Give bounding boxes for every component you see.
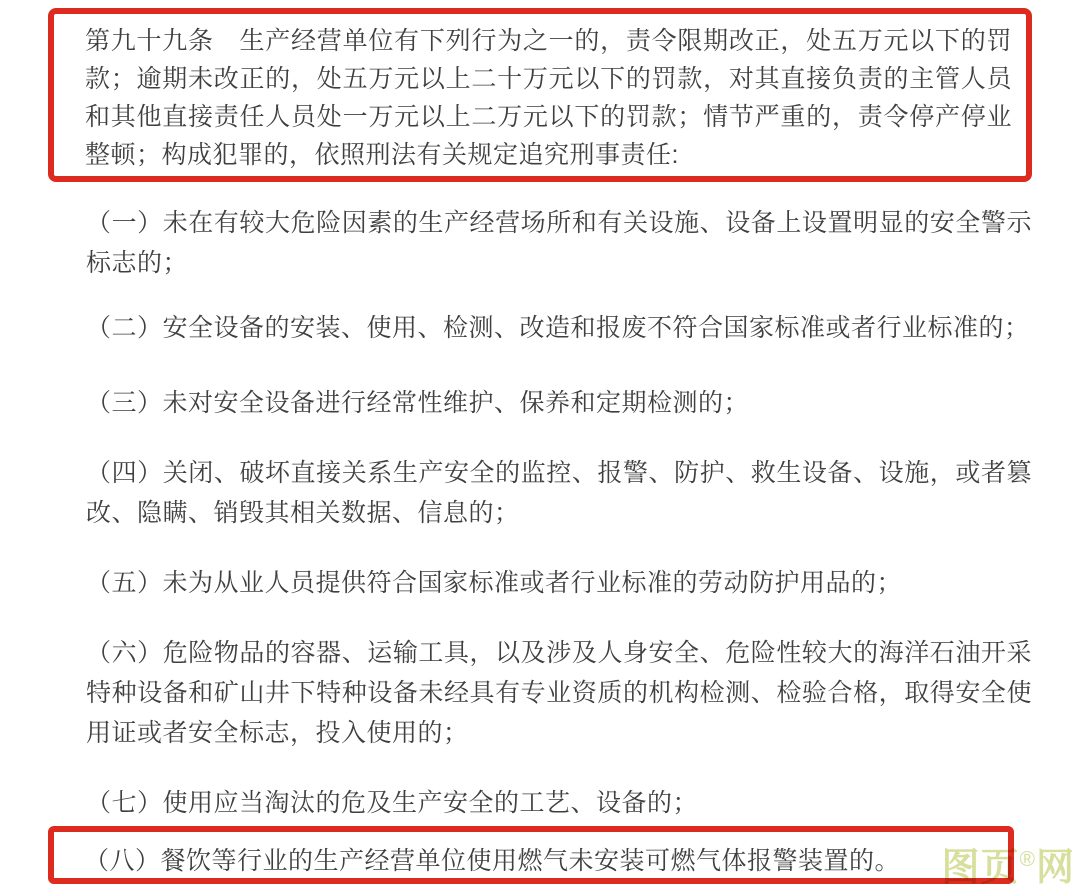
registered-trademark-icon: ® [1019, 848, 1035, 871]
list-item-5: （五）未为从业人员提供符合国家标准或者行业标准的劳动防护用品的； [86, 569, 903, 597]
watermark [941, 849, 1075, 887]
list-item-4: （四）关闭、破坏直接关系生产安全的监控、报警、防护、救生设备、设施，或者篡改、隐瞒、销毁其相关数据、信息的； [86, 459, 1032, 527]
list-item-7: （七）使用应当淘汰的危及生产安全的工艺、设备的； [86, 789, 699, 817]
item-8-highlight-box [48, 826, 1014, 884]
list-item-3: （三）未对安全设备进行经常性维护、保养和定期检测的； [86, 389, 750, 417]
list-item-8: （八）餐饮等行业的生产经营单位使用燃气未安装可燃气体报警装置的。 [84, 847, 901, 875]
list-item-1: （一）未在有较大危险因素的生产经营场所和有关设施、设备上设置明显的安全警示标志的； [86, 209, 1032, 277]
article-highlight-box [48, 8, 1032, 182]
article-paragraph: 第九十九条 生产经营单位有下列行为之一的，责令限期改正，处五万元以下的罚款；逾期未改正的，处五万元以上二十万元以下的罚款，对其直接负责的主管人员和其他直接责任人员处一万元以上二万元以下的罚款；情节严重的，责令停产停业整顿；构成犯罪的，依照刑法有关规定追究刑事责任: [85, 27, 1012, 169]
watermark-text-prefix: 图页 [941, 847, 1020, 889]
list-item-6: （六）危险物品的容器、运输工具，以及涉及人身安全、危险性较大的海洋石油开采特种设备和矿山井下特种设备未经具有专业资质的机构检测、检验合格，取得安全使用证或者安全标志，投入使用的； [86, 639, 1032, 747]
list-item-2: （二）安全设备的安装、使用、检测、改造和报废不符合国家标准或者行业标准的； [86, 314, 1030, 342]
watermark-text-suffix: 网 [1035, 847, 1075, 889]
